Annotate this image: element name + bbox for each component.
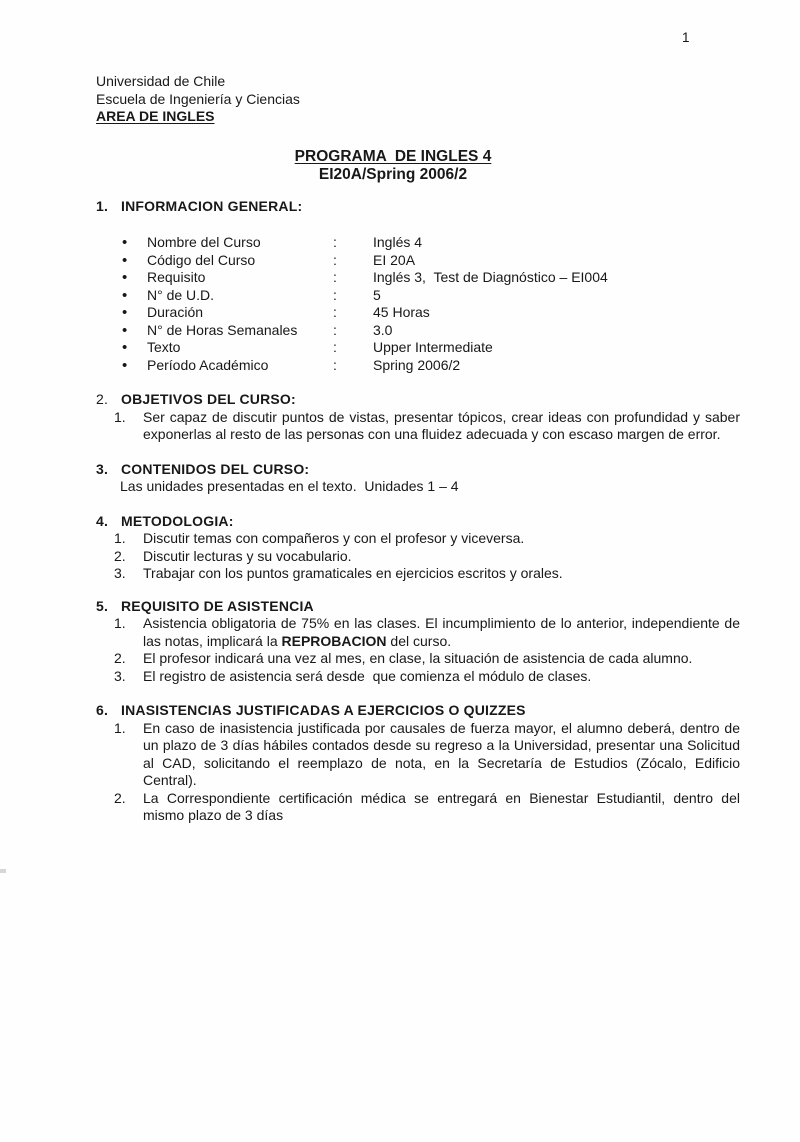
list-item xyxy=(96,668,740,686)
info-colon: : xyxy=(333,321,337,338)
item-number: 1. xyxy=(114,615,126,631)
item-number: 3. xyxy=(114,667,126,684)
info-row xyxy=(96,287,740,305)
title-block xyxy=(46,147,740,184)
info-label: Duración xyxy=(147,304,204,320)
course-info-list xyxy=(96,234,740,374)
item-number: 3. xyxy=(114,565,126,581)
info-row xyxy=(96,234,740,252)
section-objetivos xyxy=(96,391,744,444)
section-heading xyxy=(96,598,740,616)
section-asistencia xyxy=(96,597,744,686)
section-number: 4. xyxy=(96,512,109,529)
section-number: 6. xyxy=(96,702,109,718)
info-colon: : xyxy=(333,269,337,285)
item-number: 1. xyxy=(114,530,126,546)
list-item xyxy=(96,565,740,583)
info-value: Inglés 4 xyxy=(373,234,423,250)
area-name: AREA DE INGLES xyxy=(96,108,215,124)
info-colon: : xyxy=(333,251,337,268)
section-heading-text: INASISTENCIAS JUSTIFICADAS A EJERCICIOS O QUIZZES xyxy=(121,702,526,718)
info-value: 3.0 xyxy=(373,321,393,338)
info-value: Upper Intermediate xyxy=(373,339,493,355)
info-label: Requisito xyxy=(147,269,206,285)
section-heading-text: REQUISITO DE ASISTENCIA xyxy=(121,597,314,614)
info-label: Código del Curso xyxy=(147,251,256,268)
school-name: Escuela de Ingeniería y Ciencias xyxy=(96,90,300,107)
info-row xyxy=(96,339,740,357)
bullet-icon: • xyxy=(122,321,128,339)
bullet-icon: • xyxy=(122,234,128,251)
list-item xyxy=(96,408,744,444)
info-row xyxy=(96,357,740,375)
section-metodologia xyxy=(96,513,740,583)
info-label: Nombre del Curso xyxy=(147,234,261,250)
list-item xyxy=(96,789,744,825)
item-text xyxy=(143,615,744,650)
section-number: 3. xyxy=(96,460,109,477)
info-colon: : xyxy=(333,234,337,250)
info-label: Período Académico xyxy=(147,356,269,373)
item-text-after: del curso. xyxy=(386,632,452,649)
section-body-text: Las unidades presentadas en el texto. Unidades 1 – 4 xyxy=(120,478,459,494)
section-heading-text: METODOLOGIA: xyxy=(121,512,234,529)
section-contenidos xyxy=(96,461,740,496)
info-colon: : xyxy=(333,286,337,303)
scan-edge-artifact xyxy=(0,869,6,873)
item-text: Ser capaz de discutir puntos de vistas, presentar tópicos, crear ideas con profundidad y saber exponerlas al resto de las personas con una fluidez adecuada y con escaso margen de error. xyxy=(143,408,744,442)
info-value: 45 Horas xyxy=(373,304,430,320)
info-label: N° de U.D. xyxy=(147,286,215,303)
info-label: N° de Horas Semanales xyxy=(147,321,298,338)
info-row xyxy=(96,252,740,270)
info-colon: : xyxy=(333,356,337,373)
section-heading xyxy=(96,513,740,531)
bullet-icon: • xyxy=(122,304,128,321)
info-label: Texto xyxy=(147,339,181,355)
section-number: 1. xyxy=(96,197,109,214)
section-heading-text: INFORMACION GENERAL: xyxy=(121,197,303,214)
section-heading-text: OBJETIVOS DEL CURSO: xyxy=(121,391,296,407)
info-value: 5 xyxy=(373,286,381,303)
bullet-icon: • xyxy=(122,339,128,356)
item-text: En caso de inasistencia justificada por causales de fuerza mayor, el alumno deberá, dentro de un plazo de 3 días hábiles contados desde su regreso a la Universidad, presentar una Solicitud al CAD, solicitando el reemplazo de nota, en la Secretaría de Estudios (Zócalo, Edificio Central). xyxy=(143,719,744,788)
info-row xyxy=(96,322,740,340)
section-inasistencias xyxy=(96,702,744,825)
bold-term: REPROBACION xyxy=(281,632,387,649)
section-heading-text: CONTENIDOS DEL CURSO: xyxy=(121,460,310,477)
list-item xyxy=(96,615,744,650)
item-number: 2. xyxy=(114,547,126,564)
item-text: Trabajar con los puntos gramaticales en ejercicios escritos y orales. xyxy=(143,565,563,581)
section-heading xyxy=(96,391,740,409)
item-text-before: Asistencia obligatoria de 75% en las clases. El incumplimiento de lo anterior, independiente de las notas, implicará la xyxy=(143,615,744,649)
section-number: 5. xyxy=(96,597,109,614)
list-item xyxy=(96,530,740,548)
list-item xyxy=(96,548,740,566)
bullet-icon: • xyxy=(122,269,128,286)
page-number: 1 xyxy=(682,30,690,45)
section-heading xyxy=(96,461,740,479)
info-value: Inglés 3, Test de Diagnóstico – EI004 xyxy=(373,269,608,285)
bullet-icon: • xyxy=(122,356,128,374)
info-row xyxy=(96,304,740,322)
document-subtitle: EI20A/Spring 2006/2 xyxy=(318,165,468,183)
list-item xyxy=(96,650,740,668)
info-value: Spring 2006/2 xyxy=(373,356,461,373)
info-row xyxy=(96,269,740,287)
item-text: Discutir lecturas y su vocabulario. xyxy=(143,547,352,564)
info-colon: : xyxy=(333,304,337,320)
info-colon: : xyxy=(333,339,337,355)
info-value: EI 20A xyxy=(373,251,416,268)
item-text: El profesor indicará una vez al mes, en clase, la situación de asistencia de cada alumno. xyxy=(143,650,693,666)
section-heading xyxy=(96,198,740,216)
item-number: 1. xyxy=(114,408,126,425)
item-number: 1. xyxy=(114,719,126,736)
item-number: 2. xyxy=(114,789,126,806)
university-name: Universidad de Chile xyxy=(96,73,226,89)
item-text: El registro de asistencia será desde que comienza el módulo de clases. xyxy=(143,667,592,684)
document-title: PROGRAMA DE INGLES 4 xyxy=(294,147,492,165)
section-informacion-general xyxy=(96,198,740,375)
bullet-icon: • xyxy=(122,251,128,269)
section-heading xyxy=(96,702,740,720)
item-number: 2. xyxy=(114,650,126,666)
section-number: 2. xyxy=(96,391,109,407)
letterhead xyxy=(96,73,740,126)
bullet-icon: • xyxy=(122,286,128,304)
item-text: La Correspondiente certificación médica se entregará en Bienestar Estudiantil, dentro del mismo plazo de 3 días xyxy=(143,789,744,823)
item-text: Discutir temas con compañeros y con el profesor y viceversa. xyxy=(143,530,525,546)
list-item xyxy=(96,719,744,790)
